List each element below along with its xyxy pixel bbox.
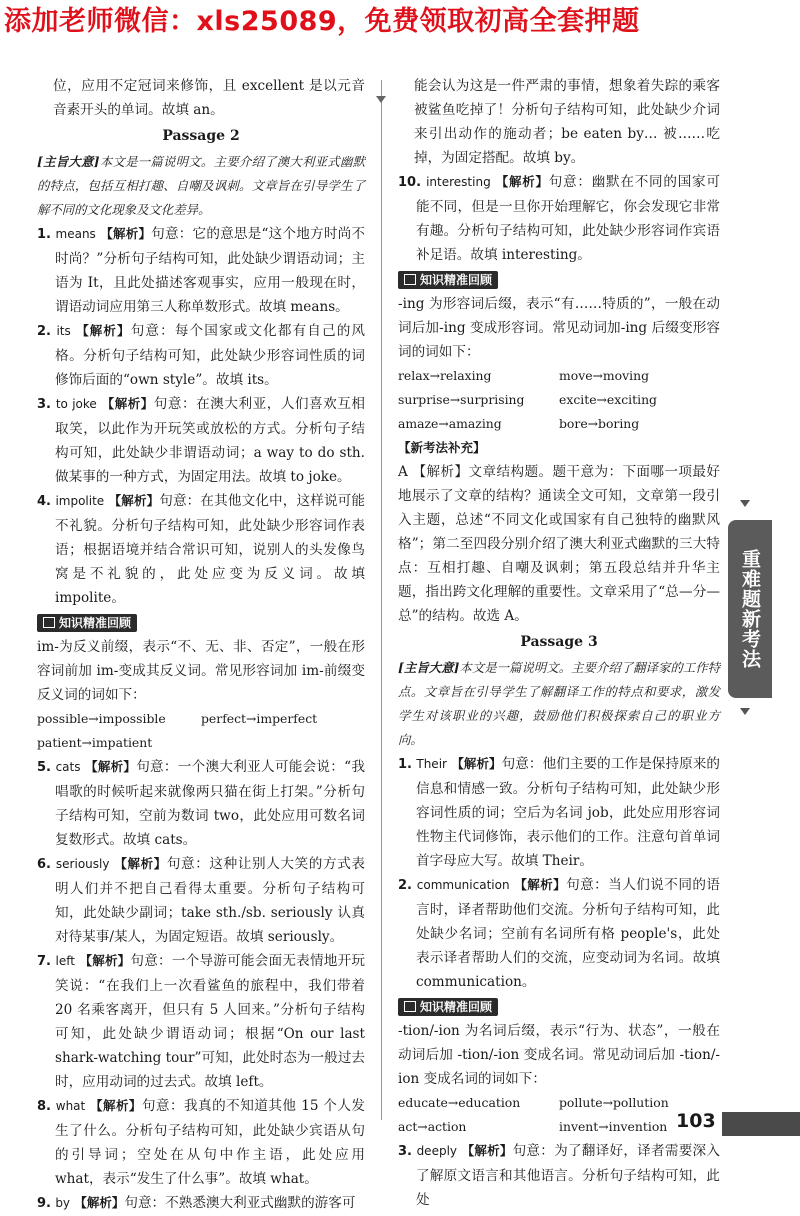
- knowledge-review-label: 知识精准回顾: [420, 273, 493, 287]
- main-idea-passage2: [37, 150, 365, 222]
- column-divider: [381, 80, 382, 1120]
- new-method-tag: 【新考法补充】: [398, 440, 486, 455]
- page-number-bar: [722, 1112, 800, 1136]
- word-pair-row: [398, 388, 720, 412]
- word-pair: relax→relaxing: [398, 368, 492, 383]
- new-method-text: A 【解析】文章结构题。题干意为：下面哪一项最好地展示了文章的结构？通读全文可知，文章第一段引入主题，总述“不同文化或国家有自己独特的幽默风格”；第二至四段分别介绍了澳大利亚式幽默的三大特点：互相打趣、自嘲及讽刺；第五段总结并升华主题，指出跨文化理解的重要性。文章采用了“总—分—总”的结构。故选 A。: [398, 464, 720, 624]
- item-number: 3.: [37, 397, 51, 412]
- answer-list-2: [37, 755, 365, 1216]
- item-tag: 【解析】: [108, 493, 160, 508]
- word-pair-row: [398, 1091, 720, 1115]
- item-tag: 【解析】: [451, 756, 502, 771]
- item-tag: 【解析】: [79, 953, 131, 968]
- word-pair: patient→impatient: [37, 735, 153, 750]
- word-pair-row: [398, 364, 720, 388]
- item-tag: 【解析】: [74, 1195, 125, 1210]
- item-answer: Their: [416, 757, 447, 771]
- word-pair: [201, 731, 365, 755]
- section-side-tab: 重难题新考法: [728, 520, 772, 698]
- item-answer: by: [55, 1196, 71, 1210]
- side-tab-marker-top: [740, 500, 750, 507]
- answer-item: [37, 949, 365, 1094]
- knowledge-review-label: 知识精准回顾: [59, 616, 132, 630]
- item-number: 8.: [37, 1099, 51, 1114]
- answer-item: [37, 755, 365, 852]
- item-tag: 【解析】: [495, 174, 549, 189]
- item-number: 3.: [398, 1144, 412, 1159]
- right-column: [398, 74, 720, 1212]
- passage2-title: Passage 2: [162, 128, 240, 144]
- word-pair: perfect→imperfect: [201, 711, 318, 726]
- answer-item: [37, 319, 365, 392]
- answer-item: [398, 752, 720, 873]
- item-text: 句意：在澳大利亚，人们喜欢互相取笑，以此作为开玩笑或放松的方式。分析句子结构可知，此处缺少非谓语动词；a way to do sth. 做某事的一种方式，为固定用法。故填 to joke。: [55, 396, 365, 485]
- word-pair: move→moving: [559, 368, 650, 383]
- item-answer: interesting: [426, 175, 491, 189]
- item-tag: 【解析】: [100, 226, 152, 241]
- item-text: 句意：它的意思是“这个地方时尚不时尚？”分析句子结构可知，此处缺少谓语动词；主语为 It，且此处描述客观事实，应用一般现在时，谓语动词应用第三人称单数形式。故填 means。: [55, 226, 366, 315]
- item-text: 句意：幽默在不同的国家可能不同，但是一旦你开始理解它，你会发现它非常有趣。分析句子结构可知，此处缺少形容词作宾语补足语。故填 interesting。: [416, 174, 720, 263]
- word-pair: act→action: [398, 1119, 467, 1134]
- knowledge-review-badge: [37, 614, 137, 632]
- answer-item: [37, 1094, 365, 1191]
- item-answer: its: [56, 324, 71, 338]
- book-icon: [43, 617, 55, 628]
- item-tag: 【解析】: [514, 877, 567, 892]
- answer-item: [37, 222, 365, 319]
- item-number: 7.: [37, 954, 51, 969]
- answer-item: [37, 489, 365, 610]
- item-tag: 【解析】: [85, 759, 137, 774]
- promo-banner: 添加老师微信：xls25089，免费领取初高全套押题: [0, 0, 800, 44]
- intro-text: 位，应用不定冠词来修饰，且 excellent 是以元音音素开头的单词。故填 an。: [53, 78, 365, 118]
- knowledge-review-text: -tion/-ion 为名词后缀，表示“行为、状态”，一般在动词后加 -tion/-ion 变成名词。常见动词后加 -tion/-ion 变成名词的词如下：: [398, 1023, 720, 1087]
- item-number: 9.: [37, 1196, 51, 1211]
- item-tag: 【解析】: [90, 1098, 142, 1113]
- item-answer: means: [55, 227, 96, 241]
- word-pair: pollute→pollution: [559, 1095, 669, 1110]
- item-tag: 【解析】: [76, 323, 131, 338]
- word-pair: bore→boring: [559, 416, 640, 431]
- item-answer: impolite: [55, 494, 105, 508]
- knowledge-review-text: -ing 为形容词后缀，表示“有……特质的”，一般在动词后加-ing 变成形容词。常见动词加-ing 后缀变形容词的词如下：: [398, 296, 720, 360]
- item-number: 4.: [37, 494, 51, 509]
- divider-marker: [376, 96, 386, 103]
- answer-item: [37, 852, 365, 949]
- word-pair: possible→impossible: [37, 711, 166, 726]
- item-answer: deeply: [416, 1144, 457, 1158]
- item-answer: to joke: [55, 397, 97, 411]
- left-column: [37, 74, 365, 1216]
- main-idea-tag: [主旨大意]: [398, 660, 460, 675]
- knowledge-review-badge: [398, 998, 498, 1016]
- item-text: 句意：每个国家或文化都有自己的风格。分析句子结构可知，此处缺少形容词性质的词修饰后面的“own style”。故填 its。: [55, 323, 366, 388]
- main-idea-text: 本文是一篇说明文。主要介绍了澳大利亚式幽默的特点，包括互相打趣、自嘲及讽刺。文章旨在引导学生了解不同的文化现象及文化差异。: [37, 154, 365, 217]
- item-answer: cats: [55, 760, 81, 774]
- item-text: 句意：不熟悉澳大利亚式幽默的游客可: [124, 1195, 356, 1211]
- item-number: 5.: [37, 760, 51, 775]
- answer-item: [37, 1191, 365, 1216]
- item-number: 2.: [398, 878, 412, 893]
- item-text: 句意：这种让别人大笑的方式表明人们并不把自己看得太重要。分析句子结构可知，此处缺少副词；take sth./sb. seriously 认真对待某事/某人，为固定短语。故填 seriously。: [55, 856, 365, 945]
- knowledge-review-text: im-为反义前缀，表示“不、无、非、否定”，一般在形容词前加 im-变成其反义词。常见形容词加 im-前缀变反义词的词如下：: [37, 639, 365, 703]
- knowledge-review-badge: [398, 271, 498, 289]
- word-pair: surprise→surprising: [398, 392, 525, 407]
- answer-list-1: [37, 222, 365, 610]
- passage3-title: Passage 3: [520, 634, 598, 650]
- item-answer: seriously: [55, 857, 110, 871]
- item-text: 句意：一个导游可能会面无表情地开玩笑说：“在我们上一次看鲨鱼的旅程中，我们带着 20 名乘客离开，但只有 5 人回来。”分析句子结构可知，此处缺少谓语动词；根据“On our last shark-watching tour”可知，此处时态为一般过去时，应用动词的过去式。故填 left。: [55, 953, 365, 1090]
- item-text: 句意：在其他文化中，这样说可能不礼貌。分析句子结构可知，此处缺少形容词作表语；根据语境并结合常识可知，说别人的头发像鸟窝是不礼貌的，此处应变为反义词。故填 impolite。: [55, 493, 366, 606]
- answer-item: [398, 170, 720, 267]
- item-number: 2.: [37, 324, 51, 339]
- main-idea-tag: [主旨大意]: [37, 154, 100, 169]
- word-pair: invent→invention: [559, 1119, 668, 1134]
- item-tag: 【解析】: [114, 856, 167, 871]
- word-pair-row: [37, 731, 365, 755]
- item-text: 句意：一个澳大利亚人可能会说：“我唱歌的时候听起来就像两只猫在街上打架。”分析句子结构可知，空前为数词 two，此处应用可数名词复数形式。故填 cats。: [55, 759, 365, 848]
- page-number: 103: [676, 1110, 716, 1132]
- item-tag: 【解析】: [101, 396, 154, 411]
- continuation-text: 能会认为这是一件严肃的事情，想象着失踪的乘客被鲨鱼吃掉了！分析句子结构可知，此处缺少介词来引出动作的施动者；be eaten by… 被……吃掉，为固定搭配。故填 by。: [414, 78, 720, 166]
- item-number: 6.: [37, 857, 51, 872]
- item-text: 句意：当人们说不同的语言时，译者帮助他们交流。分析句子结构可知，此处缺少名词；空前有名词所有格 people's，此处表示译者帮助人们的交流，应变动词为名词。故填 communication。: [416, 877, 720, 990]
- item-text: 句意：他们主要的工作是保持原来的信息和情感一致。分析句子结构可知，此处缺少形容词性质的词；空后为名词 job，此处应用形容词性物主代词修饰，表示他们的工作。注意句首单词首字母应大写。故填 Their。: [416, 756, 721, 869]
- answer-item: [398, 1139, 720, 1212]
- word-pair: amaze→amazing: [398, 416, 502, 431]
- answer-item: [37, 392, 365, 489]
- item-answer: left: [55, 954, 75, 968]
- item-answer: what: [55, 1099, 86, 1113]
- knowledge-review-label: 知识精准回顾: [420, 1000, 493, 1014]
- word-pair: educate→education: [398, 1095, 521, 1110]
- item-number: 1.: [37, 227, 51, 242]
- book-icon: [404, 1001, 416, 1012]
- item-text: 句意：我真的不知道其他 15 个人发生了什么。分析句子结构可知，此处缺少宾语从句的引导词；空处在从句中作主语，此处应用 what，表示“发生了什么事”。故填 what。: [55, 1098, 365, 1187]
- answer-item: [398, 873, 720, 994]
- word-pair-row: [398, 412, 720, 436]
- item-number: 1.: [398, 757, 412, 772]
- word-pair-row: [398, 1115, 720, 1139]
- item-text: 句意：为了翻译好，译者需要深入了解原文语言和其他语言。分析句子结构可知，此处: [416, 1143, 720, 1208]
- word-pair: excite→exciting: [559, 392, 657, 407]
- main-idea-passage3: [398, 656, 720, 752]
- item-answer: communication: [416, 878, 510, 892]
- book-icon: [404, 274, 416, 285]
- main-idea-text: 本文是一篇说明文。主要介绍了翻译家的工作特点。文章旨在引导学生了解翻译工作的特点和要求，激发学生对该职业的兴趣，鼓励他们积极探索自己的职业方向。: [398, 660, 720, 747]
- item-tag: 【解析】: [461, 1143, 513, 1158]
- item-number: 10.: [398, 175, 422, 190]
- word-pair-row: [37, 707, 365, 731]
- side-tab-marker-bottom: [740, 708, 750, 715]
